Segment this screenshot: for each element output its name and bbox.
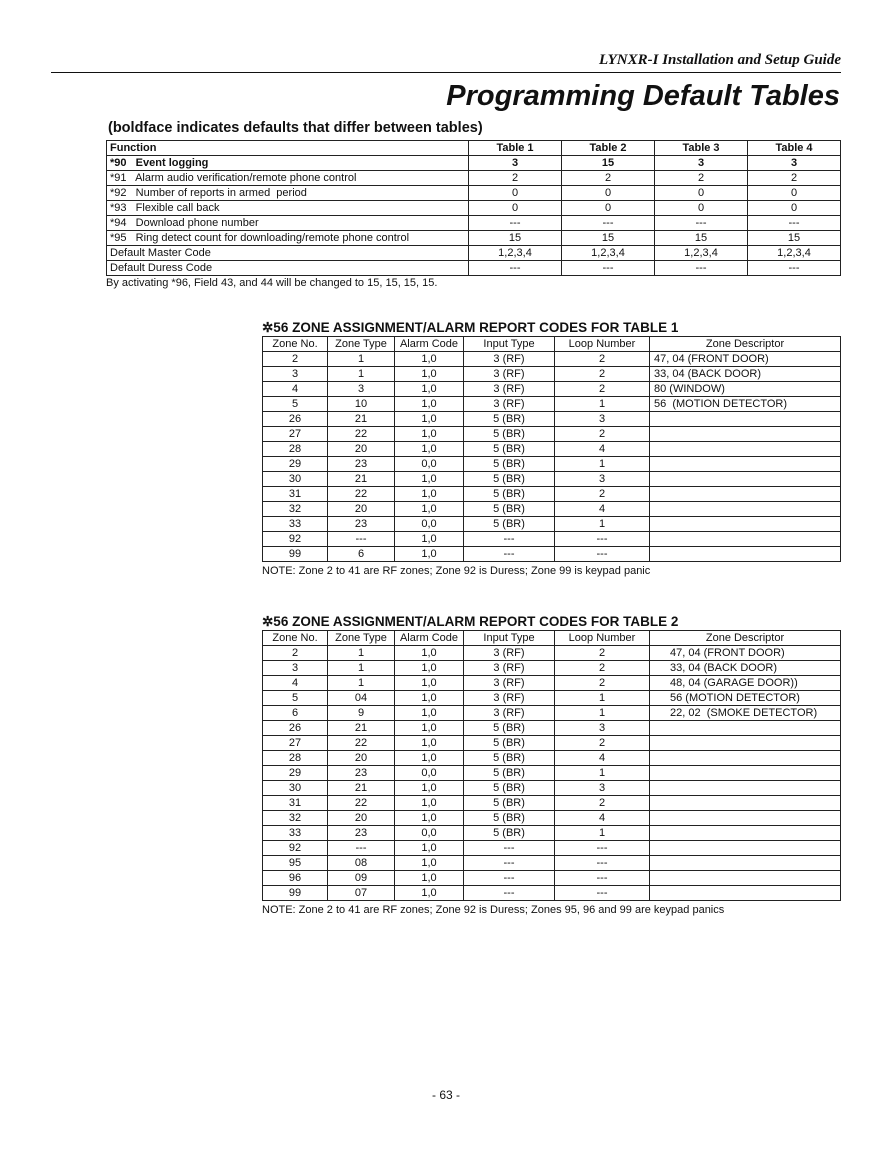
- zone-type-cell: 23: [328, 826, 395, 841]
- input-type-cell: 5 (BR): [464, 442, 555, 457]
- column-header-input-type: Input Type: [464, 631, 555, 646]
- zone-type-cell: 6: [328, 547, 395, 562]
- zone-row: [263, 766, 841, 781]
- zone-row: [263, 517, 841, 532]
- table-3-value-cell: 0: [655, 201, 748, 216]
- alarm-code-cell: 1,0: [395, 886, 464, 901]
- alarm-code-cell: 1,0: [395, 397, 464, 412]
- alarm-code-cell: 1,0: [395, 751, 464, 766]
- input-type-cell: 3 (RF): [464, 352, 555, 367]
- column-header-function: Function: [107, 141, 469, 156]
- zone-type-cell: 07: [328, 886, 395, 901]
- zone-row: [263, 367, 841, 382]
- zone-type-cell: 23: [328, 457, 395, 472]
- input-type-cell: 5 (BR): [464, 427, 555, 442]
- zone-no-cell: 26: [263, 412, 328, 427]
- column-header-table-4: Table 4: [748, 141, 841, 156]
- zone-row: [263, 736, 841, 751]
- defaults-row: [107, 231, 841, 246]
- loop-number-cell: 4: [555, 811, 650, 826]
- zone-row: [263, 856, 841, 871]
- alarm-code-cell: 1,0: [395, 691, 464, 706]
- zone-type-cell: 20: [328, 442, 395, 457]
- input-type-cell: 5 (BR): [464, 826, 555, 841]
- loop-number-cell: 2: [555, 427, 650, 442]
- zone-no-cell: 6: [263, 706, 328, 721]
- input-type-cell: 3 (RF): [464, 382, 555, 397]
- zone-row: [263, 721, 841, 736]
- loop-number-cell: 1: [555, 691, 650, 706]
- input-type-cell: 3 (RF): [464, 706, 555, 721]
- zone-type-cell: 1: [328, 352, 395, 367]
- zone-no-cell: 32: [263, 502, 328, 517]
- alarm-code-cell: 1,0: [395, 412, 464, 427]
- zone-descriptor-cell: 33, 04 (BACK DOOR): [650, 661, 841, 676]
- zone-row: [263, 472, 841, 487]
- function-cell: *94 Download phone number: [107, 216, 469, 231]
- table-2-value-cell: ---: [562, 216, 655, 231]
- column-header-zone-type: Zone Type: [328, 337, 395, 352]
- zone-type-cell: 20: [328, 811, 395, 826]
- zone-no-cell: 4: [263, 676, 328, 691]
- loop-number-cell: 3: [555, 412, 650, 427]
- zone-type-cell: ---: [328, 532, 395, 547]
- zone-descriptor-cell: 47, 04 (FRONT DOOR): [650, 352, 841, 367]
- alarm-code-cell: 1,0: [395, 841, 464, 856]
- defaults-row: [107, 216, 841, 231]
- zone-no-cell: 5: [263, 397, 328, 412]
- loop-number-cell: 2: [555, 367, 650, 382]
- zone-descriptor-cell: [650, 502, 841, 517]
- function-cell: *93 Flexible call back: [107, 201, 469, 216]
- table-1-value-cell: ---: [469, 261, 562, 276]
- page-number: - 63 -: [431, 1088, 460, 1102]
- table-3-value-cell: 1,2,3,4: [655, 246, 748, 261]
- zone-descriptor-cell: [650, 487, 841, 502]
- function-cell: *91 Alarm audio verification/remote phone control: [107, 171, 469, 186]
- zone-no-cell: 5: [263, 691, 328, 706]
- zone-row: [263, 691, 841, 706]
- zone-type-cell: 22: [328, 736, 395, 751]
- zone-descriptor-cell: 56 (MOTION DETECTOR): [650, 397, 841, 412]
- alarm-code-cell: 1,0: [395, 661, 464, 676]
- alarm-code-cell: 1,0: [395, 442, 464, 457]
- zone-no-cell: 29: [263, 766, 328, 781]
- zone-no-cell: 96: [263, 871, 328, 886]
- input-type-cell: ---: [464, 856, 555, 871]
- zone-row: [263, 487, 841, 502]
- zone-no-cell: 92: [263, 841, 328, 856]
- table-3-value-cell: 15: [655, 231, 748, 246]
- table-subtitle: (boldface indicates defaults that differ between tables): [108, 120, 483, 136]
- zone-descriptor-cell: [650, 826, 841, 841]
- zone-type-cell: 20: [328, 502, 395, 517]
- zone-no-cell: 3: [263, 367, 328, 382]
- alarm-code-cell: 1,0: [395, 427, 464, 442]
- input-type-cell: 3 (RF): [464, 397, 555, 412]
- zone-no-cell: 3: [263, 661, 328, 676]
- defaults-row: [107, 156, 841, 171]
- column-header-table-2: Table 2: [562, 141, 655, 156]
- zone-type-cell: 20: [328, 751, 395, 766]
- table-4-value-cell: 0: [748, 186, 841, 201]
- loop-number-cell: 2: [555, 661, 650, 676]
- column-header-zone-no: Zone No.: [263, 337, 328, 352]
- table-2-value-cell: 1,2,3,4: [562, 246, 655, 261]
- alarm-code-cell: 1,0: [395, 676, 464, 691]
- table-1-value-cell: 0: [469, 186, 562, 201]
- alarm-code-cell: 1,0: [395, 502, 464, 517]
- loop-number-cell: 4: [555, 751, 650, 766]
- zone-no-cell: 32: [263, 811, 328, 826]
- zone-row: [263, 871, 841, 886]
- zone-descriptor-cell: [650, 811, 841, 826]
- zone-row: [263, 841, 841, 856]
- zone-type-cell: 9: [328, 706, 395, 721]
- alarm-code-cell: 1,0: [395, 781, 464, 796]
- zone-descriptor-cell: [650, 871, 841, 886]
- alarm-code-cell: 1,0: [395, 796, 464, 811]
- input-type-cell: 3 (RF): [464, 676, 555, 691]
- zone-no-cell: 31: [263, 796, 328, 811]
- alarm-code-cell: 1,0: [395, 811, 464, 826]
- column-header-zone-descriptor: Zone Descriptor: [650, 631, 841, 646]
- input-type-cell: 3 (RF): [464, 367, 555, 382]
- table-2-value-cell: 15: [562, 231, 655, 246]
- zone-no-cell: 29: [263, 457, 328, 472]
- zone-type-cell: 1: [328, 367, 395, 382]
- table-3-value-cell: ---: [655, 261, 748, 276]
- zone-type-cell: 23: [328, 517, 395, 532]
- loop-number-cell: 4: [555, 442, 650, 457]
- input-type-cell: 5 (BR): [464, 412, 555, 427]
- zone-table-1-title: ✲56 ZONE ASSIGNMENT/ALARM REPORT CODES FOR TABLE 1: [262, 320, 679, 335]
- loop-number-cell: 2: [555, 736, 650, 751]
- zone-row: [263, 751, 841, 766]
- column-header-loop-number: Loop Number: [555, 631, 650, 646]
- zone-descriptor-cell: [650, 796, 841, 811]
- defaults-header-row: [107, 141, 841, 156]
- zone-descriptor-cell: [650, 532, 841, 547]
- table-4-value-cell: ---: [748, 216, 841, 231]
- zone-descriptor-cell: 80 (WINDOW): [650, 382, 841, 397]
- zone-descriptor-cell: [650, 841, 841, 856]
- alarm-code-cell: 1,0: [395, 856, 464, 871]
- table-2-value-cell: 15: [562, 156, 655, 171]
- loop-number-cell: 1: [555, 826, 650, 841]
- zone-type-cell: 09: [328, 871, 395, 886]
- input-type-cell: 5 (BR): [464, 766, 555, 781]
- alarm-code-cell: 1,0: [395, 352, 464, 367]
- zone-descriptor-cell: [650, 427, 841, 442]
- input-type-cell: 5 (BR): [464, 457, 555, 472]
- running-header: [51, 52, 841, 73]
- table-3-value-cell: 3: [655, 156, 748, 171]
- zone-descriptor-cell: 56 (MOTION DETECTOR): [650, 691, 841, 706]
- zone-type-cell: 21: [328, 412, 395, 427]
- alarm-code-cell: 1,0: [395, 736, 464, 751]
- alarm-code-cell: 1,0: [395, 547, 464, 562]
- table-1-value-cell: ---: [469, 216, 562, 231]
- defaults-row: [107, 171, 841, 186]
- zone-type-cell: 22: [328, 427, 395, 442]
- zone-type-cell: 1: [328, 646, 395, 661]
- zone-descriptor-cell: 47, 04 (FRONT DOOR): [650, 646, 841, 661]
- loop-number-cell: 3: [555, 721, 650, 736]
- loop-number-cell: ---: [555, 841, 650, 856]
- column-header-input-type: Input Type: [464, 337, 555, 352]
- table-1-value-cell: 3: [469, 156, 562, 171]
- table-4-value-cell: ---: [748, 261, 841, 276]
- zone-descriptor-cell: 48, 04 (GARAGE DOOR)): [650, 676, 841, 691]
- column-header-loop-number: Loop Number: [555, 337, 650, 352]
- input-type-cell: 5 (BR): [464, 811, 555, 826]
- zone-no-cell: 28: [263, 442, 328, 457]
- input-type-cell: 5 (BR): [464, 796, 555, 811]
- zone-descriptor-cell: [650, 886, 841, 901]
- zone-type-cell: 22: [328, 796, 395, 811]
- input-type-cell: 5 (BR): [464, 721, 555, 736]
- page-title: Programming Default Tables: [446, 80, 840, 112]
- alarm-code-cell: 1,0: [395, 472, 464, 487]
- zone-row: [263, 661, 841, 676]
- zone-row: [263, 502, 841, 517]
- zone-descriptor-cell: [650, 472, 841, 487]
- input-type-cell: ---: [464, 886, 555, 901]
- zone-table-2: [262, 630, 841, 901]
- input-type-cell: ---: [464, 547, 555, 562]
- zone-type-cell: 08: [328, 856, 395, 871]
- zone-row: [263, 706, 841, 721]
- zone-type-cell: 21: [328, 721, 395, 736]
- alarm-code-cell: 1,0: [395, 532, 464, 547]
- loop-number-cell: ---: [555, 856, 650, 871]
- table-4-value-cell: 2: [748, 171, 841, 186]
- zone-type-cell: 21: [328, 472, 395, 487]
- zone-no-cell: 27: [263, 427, 328, 442]
- zone-table-2-note: NOTE: Zone 2 to 41 are RF zones; Zone 92 is Duress; Zones 95, 96 and 99 are keypad panics: [262, 904, 725, 916]
- input-type-cell: 5 (BR): [464, 472, 555, 487]
- zone-no-cell: 33: [263, 517, 328, 532]
- zone-type-cell: 3: [328, 382, 395, 397]
- zone-row: [263, 397, 841, 412]
- zone-row: [263, 781, 841, 796]
- input-type-cell: 5 (BR): [464, 487, 555, 502]
- zone-type-cell: ---: [328, 841, 395, 856]
- zone-row: [263, 457, 841, 472]
- zone-type-cell: 22: [328, 487, 395, 502]
- column-header-alarm-code: Alarm Code: [395, 631, 464, 646]
- alarm-code-cell: 1,0: [395, 721, 464, 736]
- table-2-value-cell: 0: [562, 186, 655, 201]
- input-type-cell: 5 (BR): [464, 736, 555, 751]
- loop-number-cell: 1: [555, 706, 650, 721]
- input-type-cell: 5 (BR): [464, 781, 555, 796]
- zone-descriptor-cell: [650, 781, 841, 796]
- zone-row: [263, 646, 841, 661]
- zone-type-cell: 1: [328, 661, 395, 676]
- zone-descriptor-cell: [650, 736, 841, 751]
- zone-no-cell: 31: [263, 487, 328, 502]
- defaults-row: [107, 246, 841, 261]
- zone-table-2-title: ✲56 ZONE ASSIGNMENT/ALARM REPORT CODES FOR TABLE 2: [262, 614, 679, 629]
- table-4-value-cell: 1,2,3,4: [748, 246, 841, 261]
- alarm-code-cell: 0,0: [395, 766, 464, 781]
- zone-descriptor-cell: [650, 856, 841, 871]
- defaults-row: [107, 186, 841, 201]
- table-3-value-cell: ---: [655, 216, 748, 231]
- input-type-cell: ---: [464, 841, 555, 856]
- zone-type-cell: 21: [328, 781, 395, 796]
- table-2-value-cell: 0: [562, 201, 655, 216]
- zone-row: [263, 547, 841, 562]
- function-cell: *90 Event logging: [107, 156, 469, 171]
- zone-row: [263, 796, 841, 811]
- zone-no-cell: 4: [263, 382, 328, 397]
- input-type-cell: ---: [464, 871, 555, 886]
- zone-row: [263, 676, 841, 691]
- zone-table-1-header-row: [263, 337, 841, 352]
- loop-number-cell: 2: [555, 352, 650, 367]
- function-cell: Default Master Code: [107, 246, 469, 261]
- zone-no-cell: 26: [263, 721, 328, 736]
- zone-no-cell: 92: [263, 532, 328, 547]
- input-type-cell: ---: [464, 532, 555, 547]
- alarm-code-cell: 0,0: [395, 457, 464, 472]
- zone-row: [263, 412, 841, 427]
- zone-table-1: [262, 336, 841, 562]
- input-type-cell: 5 (BR): [464, 517, 555, 532]
- defaults-row: [107, 261, 841, 276]
- zone-no-cell: 33: [263, 826, 328, 841]
- zone-descriptor-cell: 33, 04 (BACK DOOR): [650, 367, 841, 382]
- zone-no-cell: 27: [263, 736, 328, 751]
- table-1-value-cell: 2: [469, 171, 562, 186]
- alarm-code-cell: 1,0: [395, 367, 464, 382]
- loop-number-cell: 1: [555, 766, 650, 781]
- table-1-value-cell: 1,2,3,4: [469, 246, 562, 261]
- zone-descriptor-cell: [650, 751, 841, 766]
- zone-no-cell: 99: [263, 886, 328, 901]
- zone-table-2-header-row: [263, 631, 841, 646]
- header-title: LYNXR-I Installation and Setup Guide: [51, 52, 841, 73]
- loop-number-cell: 1: [555, 457, 650, 472]
- zone-no-cell: 30: [263, 781, 328, 796]
- loop-number-cell: 2: [555, 676, 650, 691]
- table-1-value-cell: 15: [469, 231, 562, 246]
- table-2-value-cell: 2: [562, 171, 655, 186]
- loop-number-cell: 1: [555, 517, 650, 532]
- input-type-cell: 3 (RF): [464, 691, 555, 706]
- zone-row: [263, 442, 841, 457]
- zone-descriptor-cell: [650, 766, 841, 781]
- zone-table-1-note: NOTE: Zone 2 to 41 are RF zones; Zone 92 is Duress; Zone 99 is keypad panic: [262, 565, 651, 577]
- loop-number-cell: ---: [555, 547, 650, 562]
- alarm-code-cell: 1,0: [395, 706, 464, 721]
- loop-number-cell: ---: [555, 886, 650, 901]
- zone-descriptor-cell: [650, 457, 841, 472]
- zone-no-cell: 95: [263, 856, 328, 871]
- table-3-value-cell: 2: [655, 171, 748, 186]
- zone-type-cell: 23: [328, 766, 395, 781]
- defaults-note: By activating *96, Field 43, and 44 will be changed to 15, 15, 15, 15.: [106, 277, 438, 289]
- column-header-zone-descriptor: Zone Descriptor: [650, 337, 841, 352]
- zone-type-cell: 04: [328, 691, 395, 706]
- alarm-code-cell: 0,0: [395, 517, 464, 532]
- function-cell: Default Duress Code: [107, 261, 469, 276]
- table-2-value-cell: ---: [562, 261, 655, 276]
- zone-no-cell: 28: [263, 751, 328, 766]
- loop-number-cell: 2: [555, 487, 650, 502]
- table-4-value-cell: 15: [748, 231, 841, 246]
- zone-descriptor-cell: [650, 517, 841, 532]
- loop-number-cell: 3: [555, 472, 650, 487]
- input-type-cell: 3 (RF): [464, 661, 555, 676]
- table-3-value-cell: 0: [655, 186, 748, 201]
- column-header-table-1: Table 1: [469, 141, 562, 156]
- column-header-alarm-code: Alarm Code: [395, 337, 464, 352]
- zone-no-cell: 30: [263, 472, 328, 487]
- input-type-cell: 5 (BR): [464, 751, 555, 766]
- loop-number-cell: ---: [555, 532, 650, 547]
- loop-number-cell: ---: [555, 871, 650, 886]
- zone-row: [263, 826, 841, 841]
- zone-no-cell: 2: [263, 646, 328, 661]
- defaults-table: [106, 140, 841, 276]
- table-4-value-cell: 3: [748, 156, 841, 171]
- zone-row: [263, 886, 841, 901]
- zone-descriptor-cell: 22, 02 (SMOKE DETECTOR): [650, 706, 841, 721]
- zone-no-cell: 2: [263, 352, 328, 367]
- column-header-zone-no: Zone No.: [263, 631, 328, 646]
- column-header-table-3: Table 3: [655, 141, 748, 156]
- zone-row: [263, 382, 841, 397]
- loop-number-cell: 4: [555, 502, 650, 517]
- zone-type-cell: 1: [328, 676, 395, 691]
- zone-row: [263, 427, 841, 442]
- zone-row: [263, 532, 841, 547]
- alarm-code-cell: 1,0: [395, 487, 464, 502]
- alarm-code-cell: 0,0: [395, 826, 464, 841]
- input-type-cell: 3 (RF): [464, 646, 555, 661]
- loop-number-cell: 3: [555, 781, 650, 796]
- zone-descriptor-cell: [650, 412, 841, 427]
- input-type-cell: 5 (BR): [464, 502, 555, 517]
- alarm-code-cell: 1,0: [395, 382, 464, 397]
- loop-number-cell: 2: [555, 796, 650, 811]
- loop-number-cell: 2: [555, 382, 650, 397]
- zone-type-cell: 10: [328, 397, 395, 412]
- zone-descriptor-cell: [650, 547, 841, 562]
- table-4-value-cell: 0: [748, 201, 841, 216]
- loop-number-cell: 1: [555, 397, 650, 412]
- zone-no-cell: 99: [263, 547, 328, 562]
- function-cell: *95 Ring detect count for downloading/remote phone control: [107, 231, 469, 246]
- alarm-code-cell: 1,0: [395, 871, 464, 886]
- function-cell: *92 Number of reports in armed period: [107, 186, 469, 201]
- column-header-zone-type: Zone Type: [328, 631, 395, 646]
- zone-row: [263, 811, 841, 826]
- zone-descriptor-cell: [650, 442, 841, 457]
- loop-number-cell: 2: [555, 646, 650, 661]
- zone-descriptor-cell: [650, 721, 841, 736]
- table-1-value-cell: 0: [469, 201, 562, 216]
- alarm-code-cell: 1,0: [395, 646, 464, 661]
- zone-row: [263, 352, 841, 367]
- defaults-row: [107, 201, 841, 216]
